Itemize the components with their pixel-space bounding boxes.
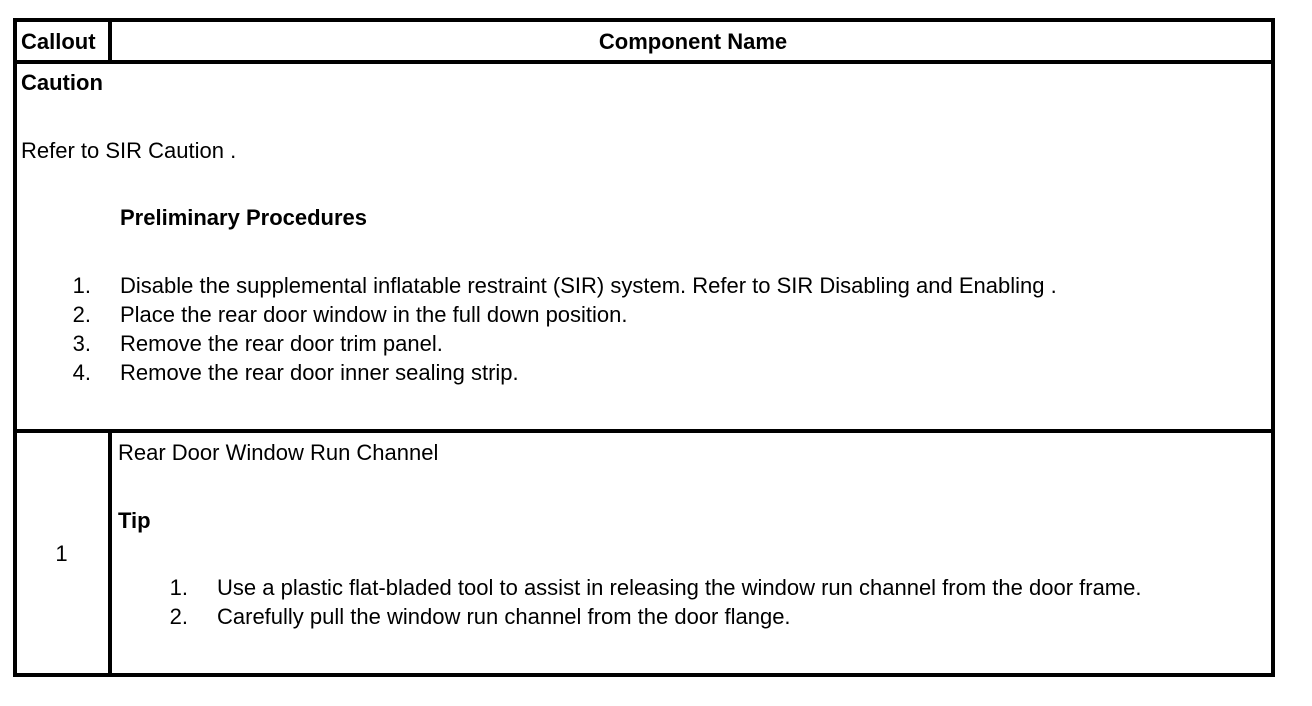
step-number: 3. xyxy=(72,331,91,356)
caution-title: Caution xyxy=(21,70,103,95)
tip-label: Tip xyxy=(118,508,151,533)
step-text: Place the rear door window in the full down position. xyxy=(120,302,628,327)
step-number: 2. xyxy=(72,302,91,327)
step-text: Remove the rear door inner sealing strip. xyxy=(120,360,519,385)
step-number: 4. xyxy=(72,360,91,385)
tip-step-text: Use a plastic flat-bladed tool to assist in releasing the window run channel from the door frame. xyxy=(217,575,1142,600)
callout-number: 1 xyxy=(55,541,68,566)
component-name: Rear Door Window Run Channel xyxy=(118,440,439,465)
step-text: Disable the supplemental inflatable restraint (SIR) system. Refer to SIR Disabling and Enabling . xyxy=(120,273,1057,298)
tip-step-number: 1. xyxy=(169,575,188,600)
preliminary-procedures-title: Preliminary Procedures xyxy=(120,205,368,230)
step-number: 1. xyxy=(72,273,91,298)
caution-refer-text: Refer to SIR Caution . xyxy=(21,138,237,163)
header-divider xyxy=(13,60,1275,64)
tip-step-number: 2. xyxy=(169,604,188,629)
row-divider xyxy=(13,429,1275,433)
header-callout: Callout xyxy=(21,29,96,54)
tip-step-text: Carefully pull the window run channel from the door flange. xyxy=(217,604,791,629)
header-component-name: Component Name xyxy=(598,29,788,54)
step-text: Remove the rear door trim panel. xyxy=(120,331,443,356)
